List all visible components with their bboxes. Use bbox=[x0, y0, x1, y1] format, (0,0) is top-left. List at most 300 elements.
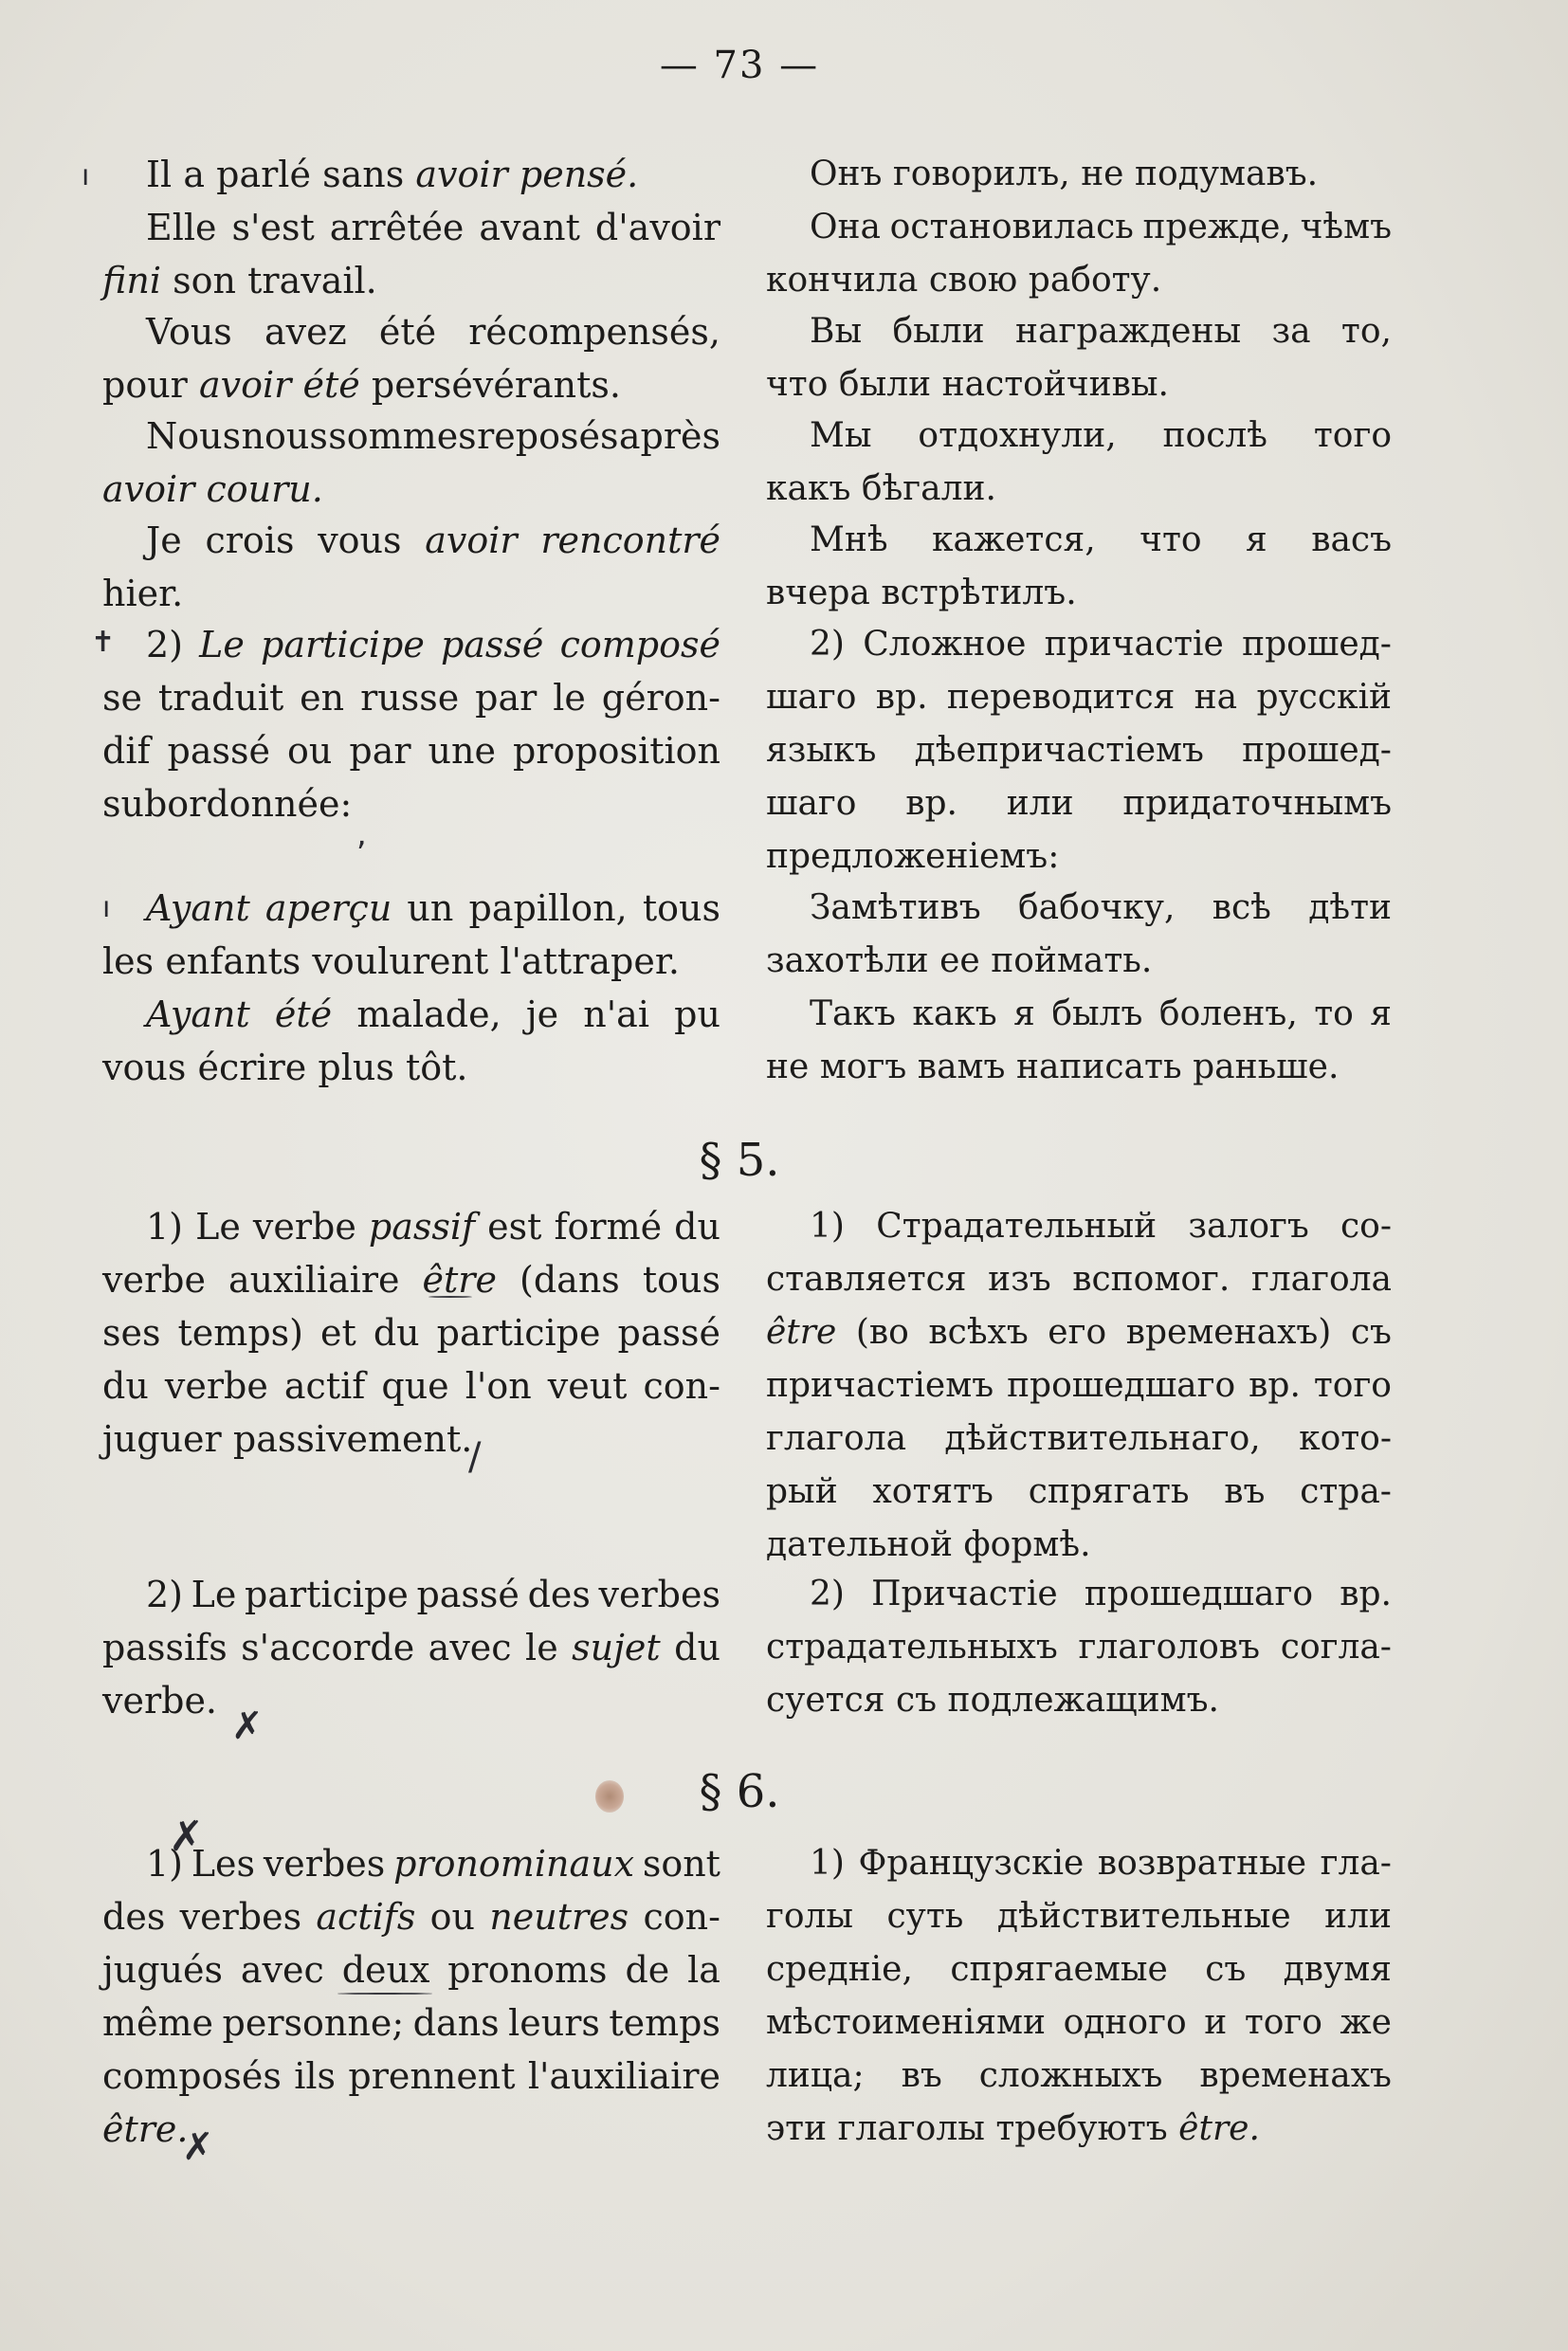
text-line bbox=[766, 1412, 1392, 1466]
word: leurs bbox=[508, 2002, 600, 2044]
word: суть bbox=[886, 1897, 964, 1936]
word: Vous bbox=[146, 311, 232, 353]
word: (dans bbox=[520, 1259, 620, 1301]
word: кажется, bbox=[932, 520, 1096, 559]
paragraph bbox=[102, 410, 720, 516]
text-line bbox=[766, 618, 1392, 671]
word: par bbox=[349, 730, 411, 772]
text-line bbox=[766, 1568, 1392, 1621]
text-line bbox=[766, 1621, 1392, 1674]
word: du bbox=[674, 1627, 720, 1668]
word: согла- bbox=[1280, 1628, 1392, 1667]
word: въ bbox=[901, 2056, 942, 2095]
word: его bbox=[1048, 1313, 1107, 1352]
word: Ayant bbox=[146, 993, 250, 1035]
word: шаго bbox=[766, 784, 857, 823]
word: залогъ bbox=[1188, 1207, 1309, 1246]
word: могъ bbox=[819, 1048, 907, 1086]
paragraph bbox=[766, 305, 1392, 411]
word: Сложное bbox=[863, 625, 1027, 664]
pencil-underline bbox=[337, 1993, 432, 1995]
word: прошедшаго bbox=[1007, 1366, 1236, 1405]
pencil-x-mark: ✗ bbox=[182, 2125, 214, 2169]
word: tôt. bbox=[406, 1047, 468, 1088]
text-line bbox=[766, 2103, 1392, 2156]
word: съ bbox=[895, 1681, 938, 1720]
word: le bbox=[525, 1627, 558, 1668]
word: всѣ bbox=[1212, 888, 1271, 927]
word: настойчивы. bbox=[941, 365, 1169, 404]
word: какъ bbox=[912, 994, 997, 1033]
text-line bbox=[102, 1890, 720, 1943]
word: прошед- bbox=[1242, 731, 1392, 770]
word: être bbox=[766, 1313, 837, 1352]
word: été bbox=[378, 311, 437, 353]
word: plus bbox=[318, 1047, 394, 1088]
word: verbes bbox=[179, 1896, 302, 1938]
word: 1) bbox=[810, 1207, 845, 1246]
word: одного bbox=[1063, 2003, 1187, 2042]
text-line bbox=[102, 988, 720, 1041]
word: deux bbox=[341, 1949, 430, 1991]
word: на bbox=[1194, 678, 1238, 717]
text-line bbox=[102, 1306, 720, 1359]
text-line bbox=[102, 882, 720, 935]
text-line bbox=[102, 1621, 720, 1674]
paragraph bbox=[102, 882, 720, 988]
pencil-x-mark: ✗ bbox=[231, 1704, 264, 1748]
word: глагола bbox=[766, 1419, 907, 1458]
text-line bbox=[102, 671, 720, 724]
word: Страдательный bbox=[876, 1207, 1158, 1246]
text-line bbox=[102, 514, 720, 567]
text-line bbox=[102, 1943, 720, 1996]
text-line bbox=[102, 1996, 720, 2050]
word: pu bbox=[674, 993, 720, 1035]
word: былъ bbox=[1051, 994, 1143, 1033]
word: couru. bbox=[206, 468, 323, 510]
word: récompensés, bbox=[468, 311, 720, 353]
word: суется bbox=[766, 1681, 885, 1720]
word: participe bbox=[436, 1312, 601, 1354]
word: ou bbox=[287, 730, 333, 772]
word: avec bbox=[428, 1627, 512, 1668]
word: вр. bbox=[1249, 1366, 1301, 1405]
word: средніе, bbox=[766, 1950, 913, 1989]
paragraph bbox=[766, 410, 1392, 516]
pencil-mark: , bbox=[356, 815, 367, 853]
word: свою bbox=[928, 261, 1018, 300]
word: passivement. bbox=[232, 1418, 473, 1460]
word: придаточнымъ bbox=[1122, 784, 1392, 823]
text-line bbox=[766, 514, 1392, 567]
word: actif bbox=[283, 1365, 366, 1407]
word: Le bbox=[199, 624, 245, 665]
text-line bbox=[766, 1890, 1392, 1943]
text-line bbox=[766, 882, 1392, 935]
word: гла- bbox=[1320, 1844, 1392, 1883]
word: стра- bbox=[1300, 1472, 1392, 1511]
word: двумя bbox=[1283, 1950, 1392, 1989]
paragraph bbox=[766, 148, 1392, 201]
word: кото- bbox=[1299, 1419, 1392, 1458]
word: l'attraper. bbox=[500, 940, 680, 982]
word: arrêtée bbox=[329, 207, 465, 248]
word: причастіе bbox=[1044, 625, 1224, 664]
word: papillon, bbox=[468, 887, 628, 929]
word: du bbox=[674, 1206, 720, 1248]
text-line bbox=[766, 1674, 1392, 1727]
word: est bbox=[487, 1206, 542, 1248]
word: n'ai bbox=[583, 993, 649, 1035]
word: вспомог. bbox=[1072, 1260, 1231, 1299]
word: дательной bbox=[766, 1525, 953, 1564]
word: verbe bbox=[252, 1206, 356, 1248]
word: голы bbox=[766, 1897, 854, 1936]
word: васъ bbox=[1311, 520, 1392, 559]
section-label: § 5. bbox=[699, 1134, 780, 1187]
word: бѣгали. bbox=[861, 469, 996, 508]
word: pour bbox=[102, 364, 188, 406]
word: отдохнули, bbox=[918, 416, 1117, 455]
text-line bbox=[766, 1253, 1392, 1306]
word: été bbox=[274, 993, 333, 1035]
word: Elle bbox=[146, 207, 217, 248]
word: aperçu bbox=[264, 887, 392, 929]
section-label: § 6. bbox=[699, 1765, 780, 1818]
text-line bbox=[102, 2050, 720, 2103]
paragraph bbox=[102, 618, 720, 830]
text-line bbox=[766, 410, 1392, 463]
text-line bbox=[766, 254, 1392, 307]
word: géron- bbox=[601, 677, 720, 719]
word: съ bbox=[1205, 1950, 1247, 1989]
word: страдательныхъ bbox=[766, 1628, 1058, 1667]
word: послѣ bbox=[1162, 416, 1267, 455]
word: дѣепричастіемъ bbox=[914, 731, 1204, 770]
section-heading bbox=[0, 1134, 1479, 1187]
text-line bbox=[102, 358, 720, 411]
word: en bbox=[300, 677, 345, 719]
word: a bbox=[183, 154, 205, 195]
pencil-mark: ı bbox=[82, 159, 90, 192]
word: vous bbox=[102, 1047, 187, 1088]
word: сложныхъ bbox=[978, 2056, 1163, 2095]
word: хотятъ bbox=[872, 1472, 994, 1511]
word: verbe bbox=[102, 1259, 206, 1301]
word: 1) bbox=[146, 1843, 184, 1885]
word: (во bbox=[855, 1313, 909, 1352]
text-line bbox=[102, 410, 720, 463]
word: боленъ, bbox=[1158, 994, 1298, 1033]
word: écrire bbox=[197, 1047, 307, 1088]
word: s'accorde bbox=[241, 1627, 415, 1668]
word: поймать. bbox=[991, 941, 1153, 980]
word: dif bbox=[102, 730, 151, 772]
word: être. bbox=[1178, 2109, 1260, 2148]
word: того bbox=[1313, 416, 1392, 455]
word: кончила bbox=[766, 261, 919, 300]
word: вчера bbox=[766, 574, 870, 612]
word: une bbox=[428, 730, 496, 772]
word: sujet bbox=[572, 1627, 661, 1668]
paragraph bbox=[102, 1837, 720, 2156]
word: бабочку, bbox=[1018, 888, 1176, 927]
word: причастіемъ bbox=[766, 1366, 994, 1405]
text-line bbox=[102, 1041, 720, 1094]
word: раньше. bbox=[1193, 1048, 1340, 1086]
pencil-cross-mark: ✝ bbox=[91, 626, 116, 659]
word: Онъ bbox=[810, 155, 883, 193]
word: рый bbox=[766, 1472, 838, 1511]
text-line bbox=[766, 1466, 1392, 1519]
word: глагола bbox=[1250, 1260, 1392, 1299]
word: subordonnée: bbox=[102, 783, 353, 825]
paragraph bbox=[102, 201, 720, 307]
word: je bbox=[525, 993, 559, 1035]
word: что bbox=[766, 365, 829, 404]
word: Мнѣ bbox=[810, 520, 888, 559]
word: avec bbox=[240, 1949, 324, 1991]
word: Такъ bbox=[810, 994, 896, 1033]
word: Le bbox=[191, 1574, 237, 1615]
text-line bbox=[102, 1253, 720, 1306]
word: passifs bbox=[102, 1627, 228, 1668]
word: composé bbox=[559, 624, 720, 665]
word: avant bbox=[479, 207, 580, 248]
word: parlé bbox=[216, 154, 311, 195]
word: sommes bbox=[328, 415, 477, 457]
word: изъ bbox=[988, 1260, 1051, 1299]
word: être. bbox=[102, 2108, 189, 2150]
word: подумавъ. bbox=[1135, 155, 1319, 193]
word: то, bbox=[1340, 312, 1392, 351]
word: son bbox=[173, 260, 236, 301]
word: rencontré bbox=[540, 519, 720, 561]
word: были bbox=[892, 312, 985, 351]
word: l'on bbox=[465, 1365, 532, 1407]
word: jugués bbox=[102, 1949, 224, 1991]
word: переводится bbox=[946, 678, 1176, 717]
word: avoir bbox=[425, 519, 518, 561]
word: hier. bbox=[102, 573, 184, 614]
paragraph bbox=[102, 514, 720, 620]
word: награждены bbox=[1015, 312, 1242, 351]
word: ou bbox=[429, 1896, 475, 1938]
word: de bbox=[625, 1949, 670, 1991]
word: ils bbox=[294, 2055, 337, 2097]
word: après bbox=[618, 415, 720, 457]
text-line bbox=[766, 1996, 1392, 2050]
word: глаголовъ bbox=[1078, 1628, 1260, 1667]
word: fini bbox=[102, 260, 161, 301]
word: être bbox=[422, 1259, 497, 1301]
word: passif bbox=[368, 1206, 476, 1248]
word: или bbox=[1324, 1897, 1392, 1936]
word: avoir bbox=[102, 468, 195, 510]
paragraph bbox=[102, 305, 720, 411]
pencil-x-mark: ✗ bbox=[169, 1813, 204, 1861]
word: Nous bbox=[146, 415, 242, 457]
word: Замѣтивъ bbox=[810, 888, 981, 927]
word: prennent bbox=[348, 2055, 516, 2097]
word: malade, bbox=[356, 993, 501, 1035]
word: ее bbox=[939, 941, 980, 980]
paragraph bbox=[766, 1200, 1392, 1572]
word: чѣмъ bbox=[1300, 208, 1392, 246]
text-line bbox=[766, 671, 1392, 724]
text-line bbox=[766, 1200, 1392, 1253]
word: verbes bbox=[263, 1843, 386, 1885]
word: Она bbox=[810, 208, 881, 246]
word: въ bbox=[1224, 1472, 1266, 1511]
text-line bbox=[766, 305, 1392, 358]
text-line bbox=[102, 724, 720, 777]
text-line bbox=[102, 777, 720, 830]
word: travail. bbox=[247, 260, 377, 301]
word: съ bbox=[1350, 1313, 1392, 1352]
word: pensé. bbox=[519, 154, 639, 195]
word: вамъ bbox=[917, 1048, 1006, 1086]
text-line bbox=[102, 1674, 720, 1727]
word: Il bbox=[146, 154, 173, 195]
word: dans bbox=[412, 2002, 500, 2044]
paragraph bbox=[102, 148, 720, 201]
word: Причастіе bbox=[871, 1575, 1058, 1613]
word: personne; bbox=[222, 2002, 405, 2044]
paragraph bbox=[766, 201, 1392, 307]
text-line bbox=[766, 1837, 1392, 1890]
word: были bbox=[838, 365, 932, 404]
word: 2) bbox=[810, 625, 845, 664]
word: не bbox=[766, 1048, 810, 1086]
word: neutres bbox=[489, 1896, 629, 1938]
word: спрягаемые bbox=[950, 1950, 1168, 1989]
word: 2) bbox=[146, 1574, 184, 1615]
word: временахъ bbox=[1199, 2056, 1392, 2095]
word: tous bbox=[642, 887, 720, 929]
word: Ayant bbox=[146, 887, 250, 929]
text-line bbox=[766, 988, 1392, 1041]
text-line bbox=[766, 201, 1392, 254]
word: par bbox=[475, 677, 538, 719]
word: des bbox=[102, 1896, 166, 1938]
word: формѣ. bbox=[963, 1525, 1091, 1564]
text-line bbox=[766, 2050, 1392, 2103]
word: шаго bbox=[766, 678, 857, 717]
text-line bbox=[102, 201, 720, 254]
word: Вы bbox=[810, 312, 863, 351]
word: temps bbox=[609, 2002, 720, 2044]
paragraph bbox=[102, 1200, 720, 1466]
word: я bbox=[1370, 994, 1392, 1033]
word: написать bbox=[1015, 1048, 1182, 1086]
word: persévérants. bbox=[371, 364, 621, 406]
word: avez bbox=[264, 311, 347, 353]
text-line bbox=[766, 148, 1392, 201]
word: временахъ) bbox=[1125, 1313, 1332, 1352]
word: вр. bbox=[1340, 1575, 1392, 1613]
word: un bbox=[407, 887, 454, 929]
word: tous bbox=[642, 1259, 720, 1301]
word: эти bbox=[766, 2109, 828, 2148]
word: того bbox=[1244, 2003, 1322, 2042]
text-line bbox=[766, 1943, 1392, 1996]
text-line bbox=[102, 1359, 720, 1412]
paragraph bbox=[766, 618, 1392, 884]
word: avoir bbox=[199, 364, 292, 406]
paper-stain bbox=[595, 1780, 624, 1813]
word: passé bbox=[416, 1574, 520, 1615]
word: со- bbox=[1340, 1207, 1392, 1246]
text-line bbox=[102, 567, 720, 620]
word: verbe. bbox=[102, 1680, 218, 1722]
paragraph bbox=[766, 988, 1392, 1094]
text-line bbox=[766, 463, 1392, 516]
word: même bbox=[102, 2002, 214, 2044]
word: participe bbox=[245, 1574, 409, 1615]
word: лица; bbox=[766, 2056, 865, 2095]
word: встрѣтилъ. bbox=[881, 574, 1077, 612]
word: l'auxiliaire bbox=[527, 2055, 720, 2097]
word: russe bbox=[360, 677, 460, 719]
text-line bbox=[766, 1041, 1392, 1094]
text-line bbox=[766, 1519, 1392, 1572]
word: ses bbox=[102, 1312, 161, 1354]
word: des bbox=[527, 1574, 591, 1615]
word: sont bbox=[642, 1843, 720, 1885]
word: прежде, bbox=[1142, 208, 1291, 246]
word: verbes bbox=[598, 1574, 720, 1615]
word: nous bbox=[241, 415, 328, 457]
text-line bbox=[766, 777, 1392, 830]
word: du bbox=[373, 1312, 420, 1354]
word: se bbox=[102, 677, 142, 719]
word: 2) bbox=[146, 624, 184, 665]
word: требуютъ bbox=[995, 2109, 1168, 2148]
word: захотѣли bbox=[766, 941, 929, 980]
word: Le bbox=[195, 1206, 241, 1248]
word: auxiliaire bbox=[228, 1259, 400, 1301]
word: вр. bbox=[875, 678, 928, 717]
word: actifs bbox=[316, 1896, 416, 1938]
word: Je bbox=[146, 519, 182, 561]
word: le bbox=[553, 677, 586, 719]
word: verbe bbox=[164, 1365, 268, 1407]
text-line bbox=[766, 1359, 1392, 1412]
word: русскій bbox=[1256, 678, 1392, 717]
word: Французскіе bbox=[858, 1844, 1085, 1883]
word: остановилась bbox=[889, 208, 1134, 246]
word: я bbox=[1246, 520, 1267, 559]
word: предложеніемъ: bbox=[766, 837, 1060, 876]
text-line bbox=[102, 148, 720, 201]
text-line bbox=[102, 463, 720, 516]
page-number: — 73 — bbox=[659, 44, 820, 87]
word: avoir bbox=[415, 154, 508, 195]
text-line bbox=[102, 1568, 720, 1621]
text-line bbox=[766, 567, 1392, 620]
text-line bbox=[102, 254, 720, 307]
word: con- bbox=[643, 1896, 720, 1938]
word: говорилъ, bbox=[892, 155, 1070, 193]
paragraph bbox=[102, 1568, 720, 1727]
word: participe bbox=[261, 624, 425, 665]
text-line bbox=[102, 618, 720, 671]
word: veut bbox=[547, 1365, 628, 1407]
word: les bbox=[102, 940, 155, 982]
word: что bbox=[1140, 520, 1202, 559]
